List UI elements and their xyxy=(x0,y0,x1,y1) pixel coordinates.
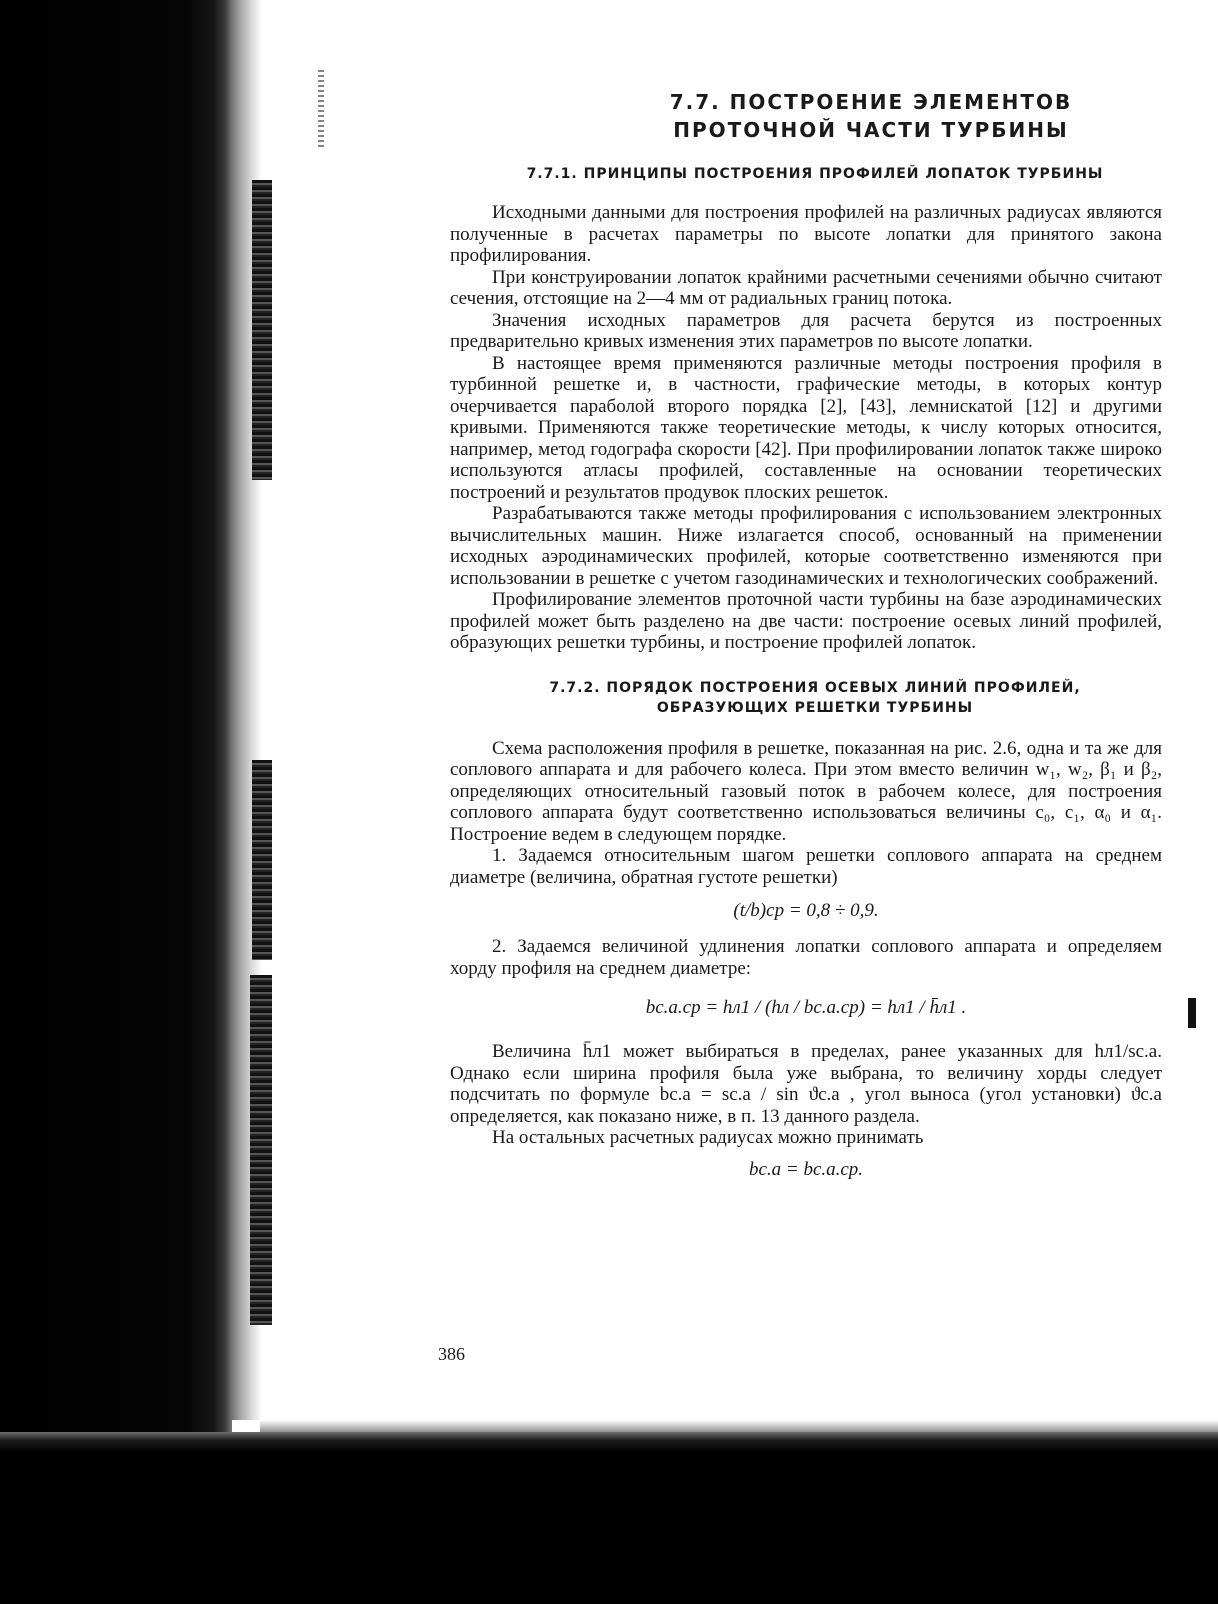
scan-artifact-mark xyxy=(1188,998,1196,1028)
chapter-heading xyxy=(450,88,1162,144)
book-page xyxy=(450,88,1162,1181)
section-heading-line-1: 7.7.2. ПОРЯДОК ПОСТРОЕНИЯ ОСЕВЫХ ЛИНИЙ ПРОФИЛЕЙ, xyxy=(549,679,1081,696)
scan-artifact-tick xyxy=(318,70,324,150)
paragraph: 2. Задаемся величиной удлинения лопатки соплового аппарата и определяем хорду профиля на среднем диаметре: xyxy=(450,936,1162,979)
formula-chord: bс.а.ср = hл1 / (hл / bс.а.ср) = hл1 / h̄л1 . xyxy=(645,997,967,1018)
chapter-heading-line-1: 7.7. ПОСТРОЕНИЕ ЭЛЕМЕНТОВ xyxy=(669,90,1073,114)
paragraph: Исходными данными для построения профилей на различных радиусах являются полученные в расчетах параметры по высоте лопатки для принятого закона профилирования. xyxy=(450,202,1162,266)
paragraph: Схема расположения профиля в решетке, показанная на рис. 2.6, одна и та же для соплового аппарата и для рабочего колеса. При этом вместо величин w₁, w₂, β₁ и β₂, определяющих относительный газовый поток в рабочем колесе, для построения соплового аппарата будут соответственно использоваться величины c₀, c₁, α₀ и α₁. Построение ведем в следующем порядке. xyxy=(450,737,1162,845)
section2-body xyxy=(450,738,1162,1181)
scan-dark-margin-bottom xyxy=(0,1432,1218,1604)
scan-artifact-band xyxy=(252,180,272,480)
page-number: 386 xyxy=(438,1344,465,1364)
paragraph: В настоящее время применяются различные методы построения профиля в турбинной решетке и, в частности, графические методы, в которых контур очерчивается параболой второго порядка [2], [43], лемнискатой [12] и другими кривыми. Применяются также теоретические методы, к числу которых относится, например, метод годографа скорости [42]. При профилировании лопаток также широко используются атласы профилей, составленные на основании теоретических построений и результатов продувок плоских решеток. xyxy=(450,352,1162,503)
paragraph: 1. Задаемся относительным шагом решетки соплового аппарата на среднем диаметре (величина, обратная густоте решетки) xyxy=(450,845,1162,888)
paragraph: Величина h̄л1 может выбираться в пределах, ранее указанных для hл1/sс.а. Однако если ширина профиля была уже выбрана, то величину хорды следует подсчитать по формуле bс.а = sс.а / sin ϑс.а , угол выноса (угол установки) ϑс.а определяется, как показано ниже, в п. 13 данного раздела. xyxy=(450,1041,1162,1127)
formula-relative-pitch: (t/b)ср = 0,8 ÷ 0,9. xyxy=(733,900,879,921)
paragraph: Разрабатываются также методы профилирования с использованием электронных вычислительных машин. Ниже излагается способ, основанный на применении исходных аэродинамических профилей, которые соответственно изменяются при использовании в решетке с учетом газодинамических и технологических соображений. xyxy=(450,503,1162,589)
paragraph: Профилирование элементов проточной части турбины на базе аэродинамических профилей может быть разделено на две части: построение осевых линий профилей, образующих решетки турбины, и построение профилей лопаток. xyxy=(450,589,1162,653)
scan-dark-margin-left xyxy=(0,0,232,1604)
scan-artifact-band xyxy=(250,975,272,1325)
chapter-heading-line-2: ПРОТОЧНОЙ ЧАСТИ ТУРБИНЫ xyxy=(673,118,1069,142)
section1-body xyxy=(450,202,1162,654)
section-heading-7-7-1: 7.7.1. ПРИНЦИПЫ ПОСТРОЕНИЯ ПРОФИЛЕЙ ЛОПАТОК ТУРБИНЫ xyxy=(526,166,1104,182)
paragraph: Значения исходных параметров для расчета берутся из построенных предварительно кривых изменения этих параметров по высоте лопатки. xyxy=(450,309,1162,352)
paragraph: На остальных расчетных радиусах можно принимать xyxy=(492,1127,924,1148)
formula-chord-other-radii: bс.а = bс.а.ср. xyxy=(748,1158,864,1180)
section-heading-line-2: ОБРАЗУЮЩИХ РЕШЕТКИ ТУРБИНЫ xyxy=(656,699,974,716)
section-heading-7-7-2 xyxy=(450,678,1162,718)
scan-artifact-band xyxy=(252,760,272,960)
paragraph: При конструировании лопаток крайними расчетными сечениями обычно считают сечения, отстоящие на 2—4 мм от радиальных границ потока. xyxy=(450,266,1162,309)
